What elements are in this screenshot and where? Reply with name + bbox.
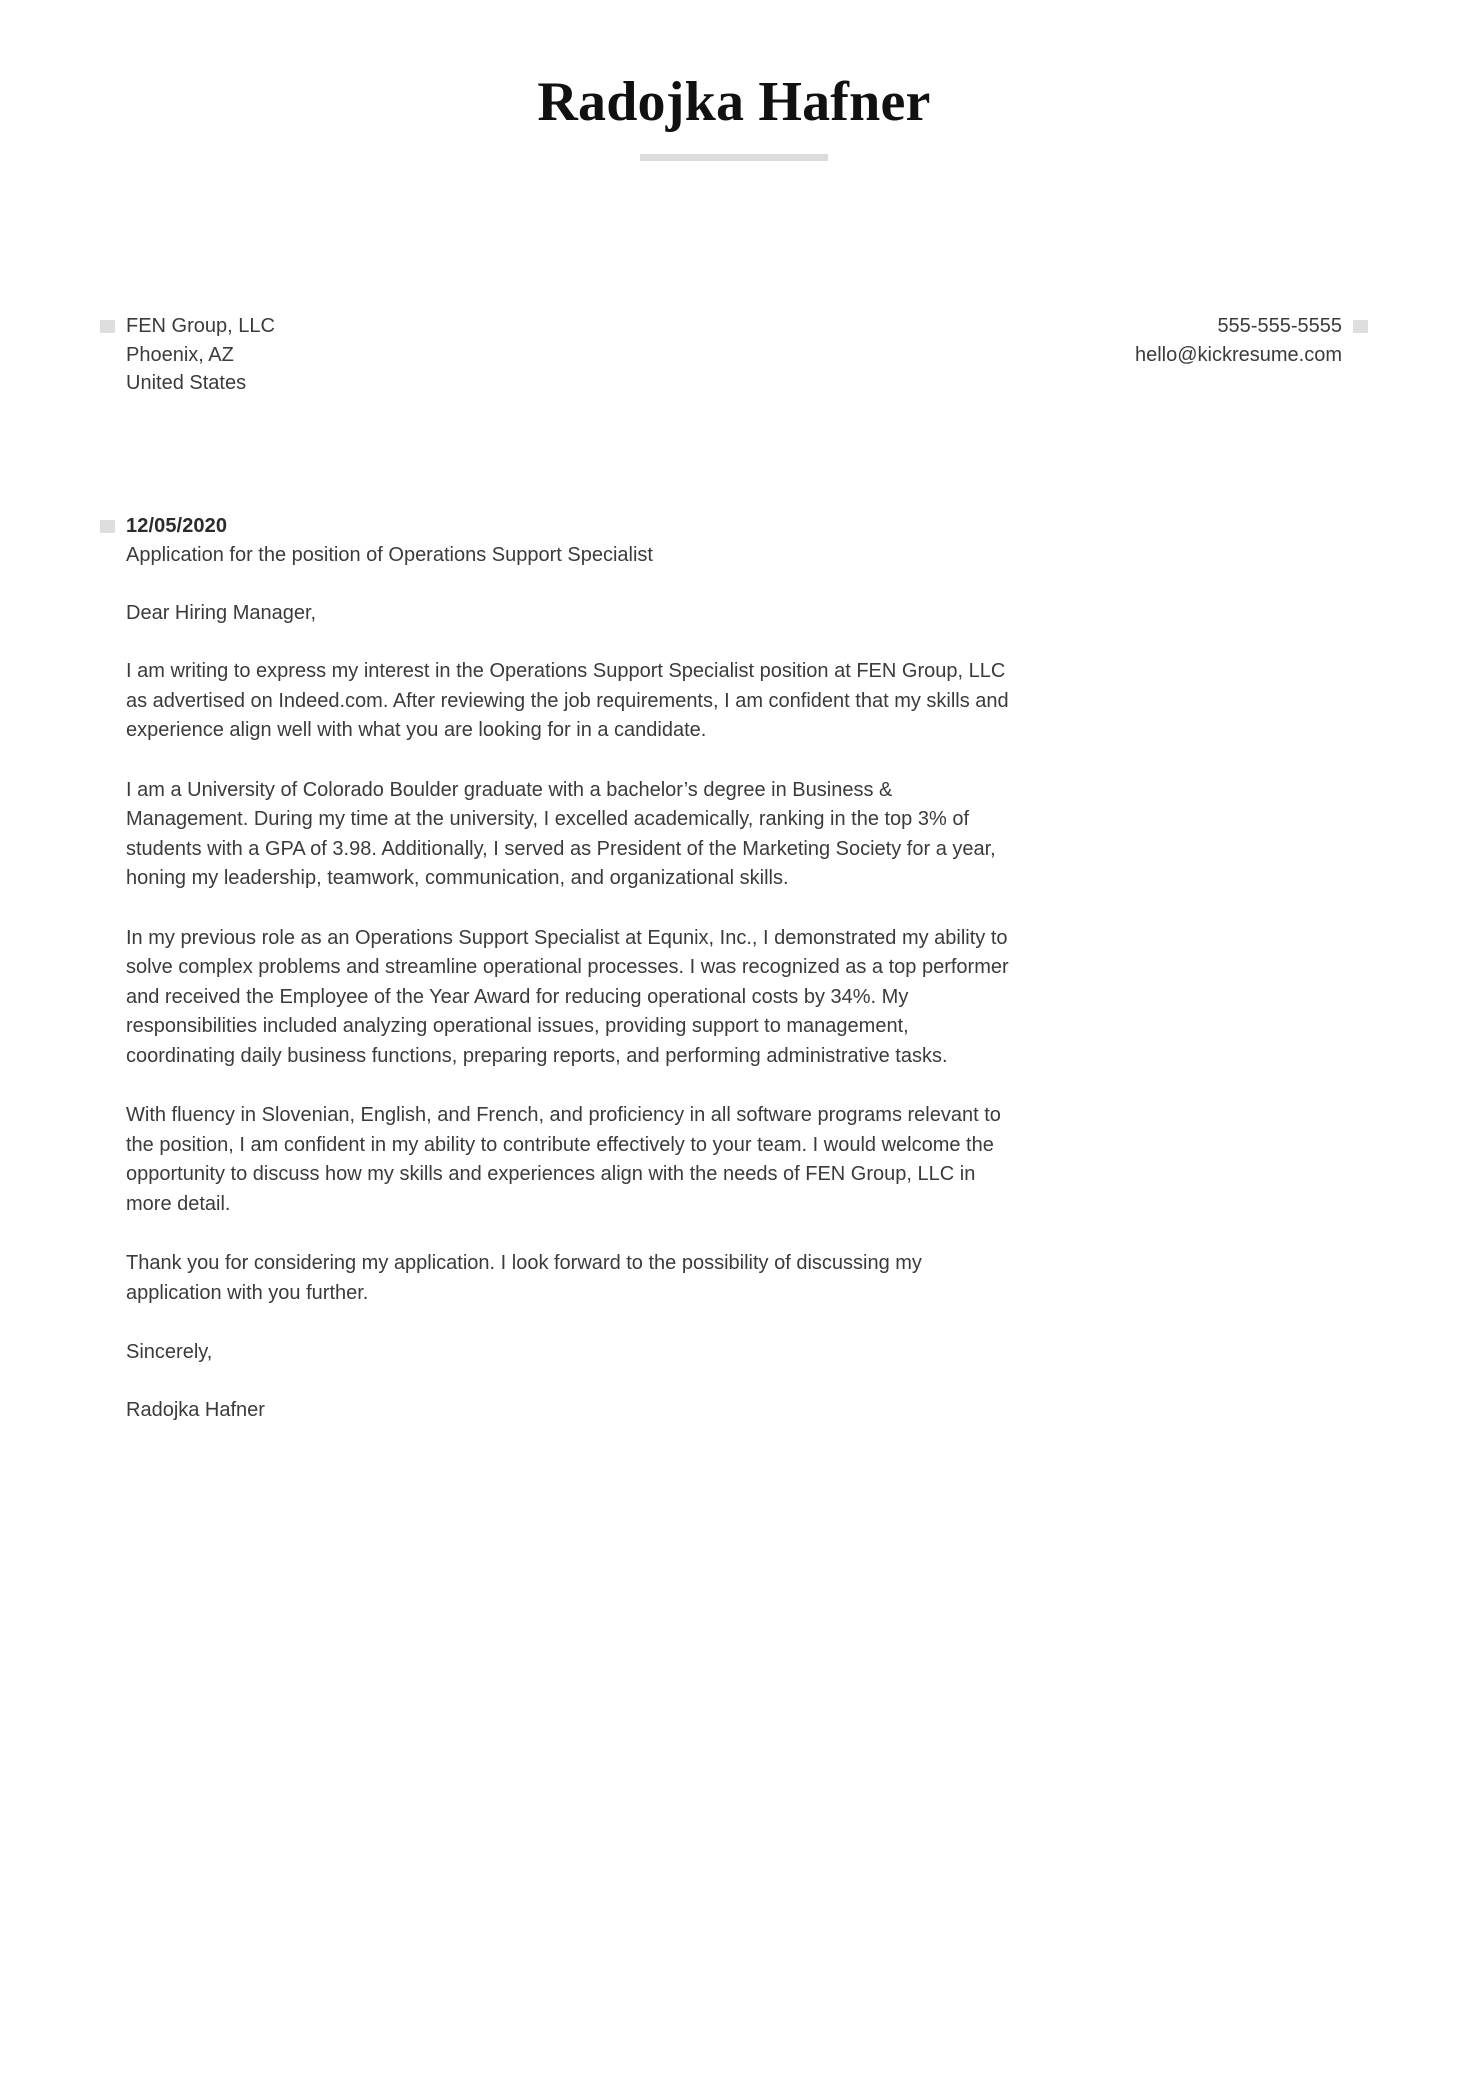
letter-signature: Radojka Hafner	[126, 1399, 265, 1421]
letter-paragraph: I am a University of Colorado Boulder graduate with a bachelor’s degree in Business & Management. During my time at the university, I excelled academically, ranking in the top 3% of students with a GPA of 3.98. Additionally, I served as President of the Marketing Society for a year, honing my leadership, teamwork, communication, and organizational skills.	[126, 778, 996, 889]
contact-row	[100, 312, 1368, 398]
recipient-city-state: Phoenix, AZ	[126, 343, 234, 366]
letter-salutation: Dear Hiring Manager,	[126, 602, 317, 624]
recipient-country: United States	[126, 372, 247, 394]
letter-closing: Sincerely,	[126, 1341, 213, 1363]
letter-paragraph: In my previous role as an Operations Support Specialist at Equnix, Inc., I demonstrated my ability to solve complex problems and streamline operational processes. I was recognized as a top performer and received the Employee of the Year Award for reducing operational costs by 34%. My responsibilities included analyzing operational issues, providing support to management, coordinating daily business functions, preparing reports, and performing administrative tasks.	[126, 926, 1009, 1067]
square-marker-icon	[1353, 320, 1368, 333]
letter-header	[0, 0, 1468, 161]
recipient-company: FEN Group, LLC	[126, 315, 275, 337]
letter-body	[100, 512, 1020, 1424]
letter-subject: Application for the position of Operations Support Specialist	[126, 544, 653, 566]
recipient-address-block	[100, 312, 275, 398]
letter-content-column	[126, 540, 1020, 1424]
sender-email[interactable]: hello@kickresume.com	[1134, 343, 1342, 366]
sender-contact-block	[1135, 312, 1368, 369]
letter-paragraph: Thank you for considering my application. I look forward to the possibility of discussing my application with you further.	[126, 1252, 922, 1304]
letter-paragraph: With fluency in Slovenian, English, and French, and proficiency in all software programs relevant to the position, I am confident in my ability to contribute effectively to your team. I would welcome the opportunity to discuss how my skills and experiences align with the needs of FEN Group, LLC in more detail.	[126, 1104, 1001, 1215]
letter-date: 12/05/2020	[126, 515, 228, 537]
recipient-address-lines	[126, 312, 275, 398]
letter-paragraph: I am writing to express my interest in the Operations Support Specialist position at FEN Group, LLC as advertised on Indeed.com. After reviewing the job requirements, I am confident that my skills and experience align well with what you are looking for in a candidate.	[126, 660, 1009, 741]
sender-contact-lines	[1135, 312, 1342, 369]
square-marker-icon	[100, 520, 115, 533]
sender-phone[interactable]: 555-555-5555	[1217, 315, 1342, 337]
candidate-name-heading: Radojka Hafner	[537, 71, 931, 133]
square-marker-icon	[100, 320, 115, 333]
header-divider-rule	[640, 154, 828, 161]
letter-date-row	[100, 512, 1020, 540]
